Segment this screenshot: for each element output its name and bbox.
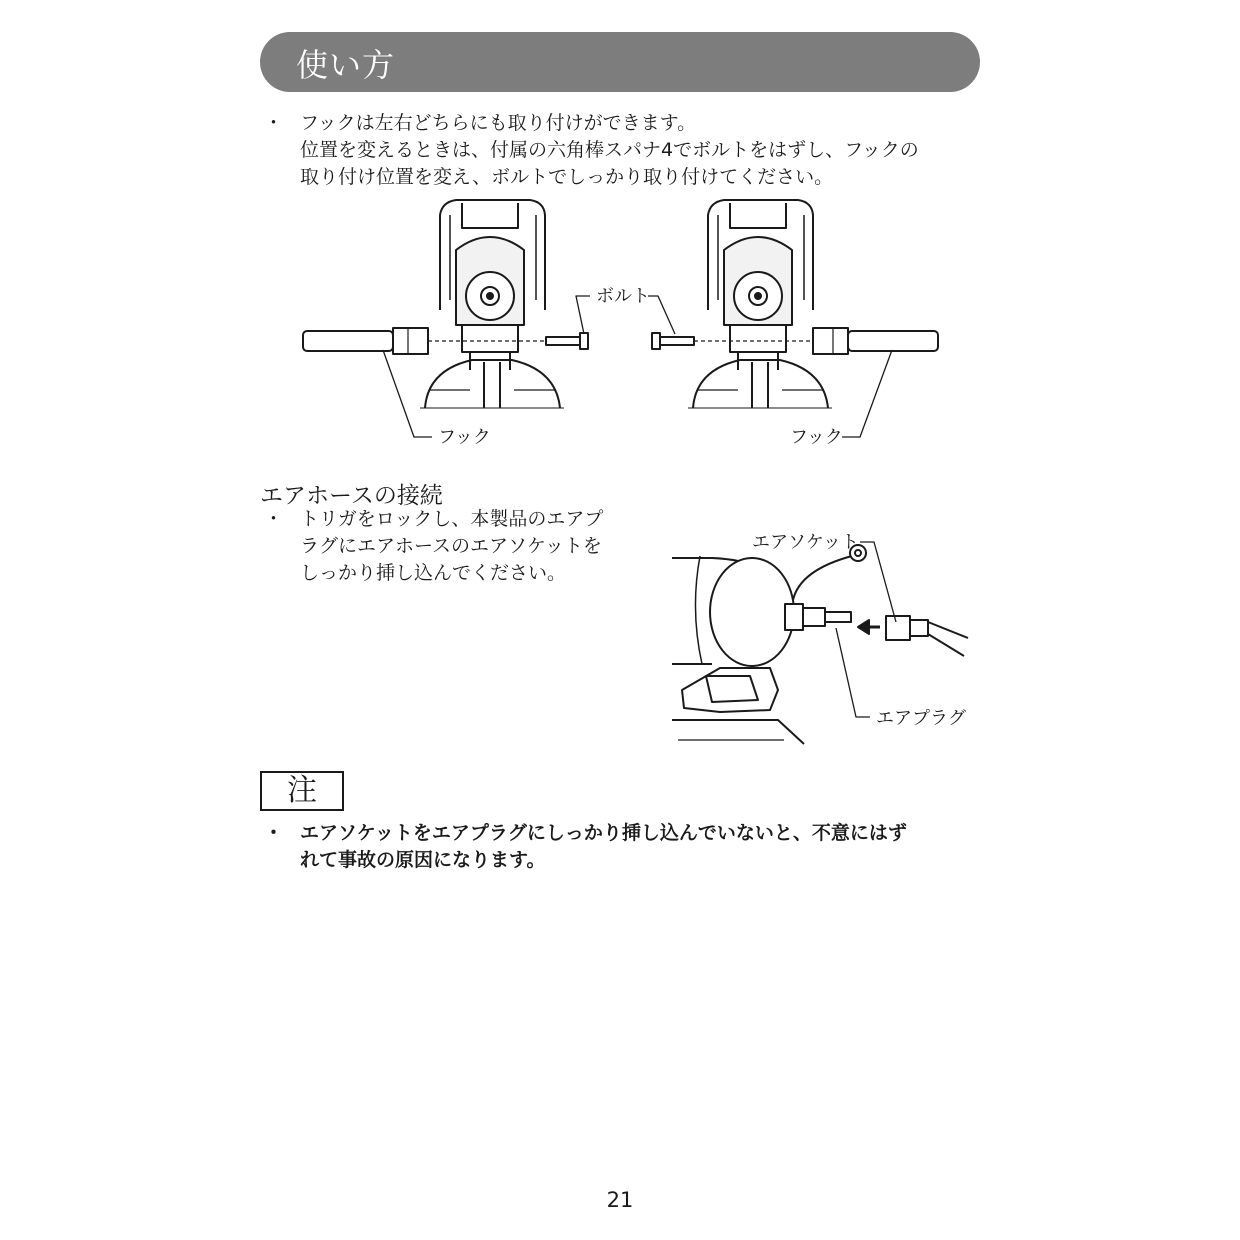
hook-instruction-line-1: フックは左右どちらにも取り付けができます。	[300, 112, 697, 134]
caution-label: 注	[287, 773, 317, 808]
caution-text	[264, 820, 984, 876]
caution-box	[260, 771, 344, 811]
nailer-illustration-right	[688, 200, 832, 408]
air-plug-label: エアプラグ	[876, 708, 966, 729]
air-socket-label: エアソケット	[752, 532, 859, 553]
bolt-label: ボルト	[596, 286, 650, 307]
bullet-mark: ・	[264, 822, 284, 844]
hook-instruction-line-2: 位置を変えるときは、付属の六角棒スパナ4でボルトをはずし、フックの	[300, 139, 919, 161]
air-hose-instruction-line-1: トリガをロックし、本製品のエアプ	[300, 508, 604, 530]
hook-left-part	[303, 328, 428, 354]
air-hose-instruction-line-2: ラグにエアホースのエアソケットを	[300, 535, 602, 557]
air-hose-section-title: エアホースの接続	[260, 483, 443, 509]
hook-right-part	[813, 328, 938, 354]
hook-label-right: フック	[790, 427, 843, 448]
air-hose-instruction-line-3: しっかり挿し込んでください。	[300, 562, 567, 584]
hook-label-left: フック	[438, 427, 491, 448]
caution-line-2: れて事故の原因になります。	[300, 849, 546, 871]
hook-instruction-line-3: 取り付け位置を変え、ボルトでしっかり取り付けてください。	[300, 166, 834, 188]
page-title: 使い方	[296, 46, 396, 84]
air-hose-instruction	[264, 506, 644, 588]
bolt-right	[652, 333, 694, 349]
bolt-left	[546, 333, 588, 349]
nailer-illustration-left	[420, 200, 564, 408]
caution-line-1: エアソケットをエアプラグにしっかり挿し込んでいないと、不意にはず	[300, 822, 907, 844]
bullet-mark: ・	[264, 112, 284, 134]
bullet-mark: ・	[264, 508, 284, 530]
page-number: 21	[606, 1188, 634, 1212]
